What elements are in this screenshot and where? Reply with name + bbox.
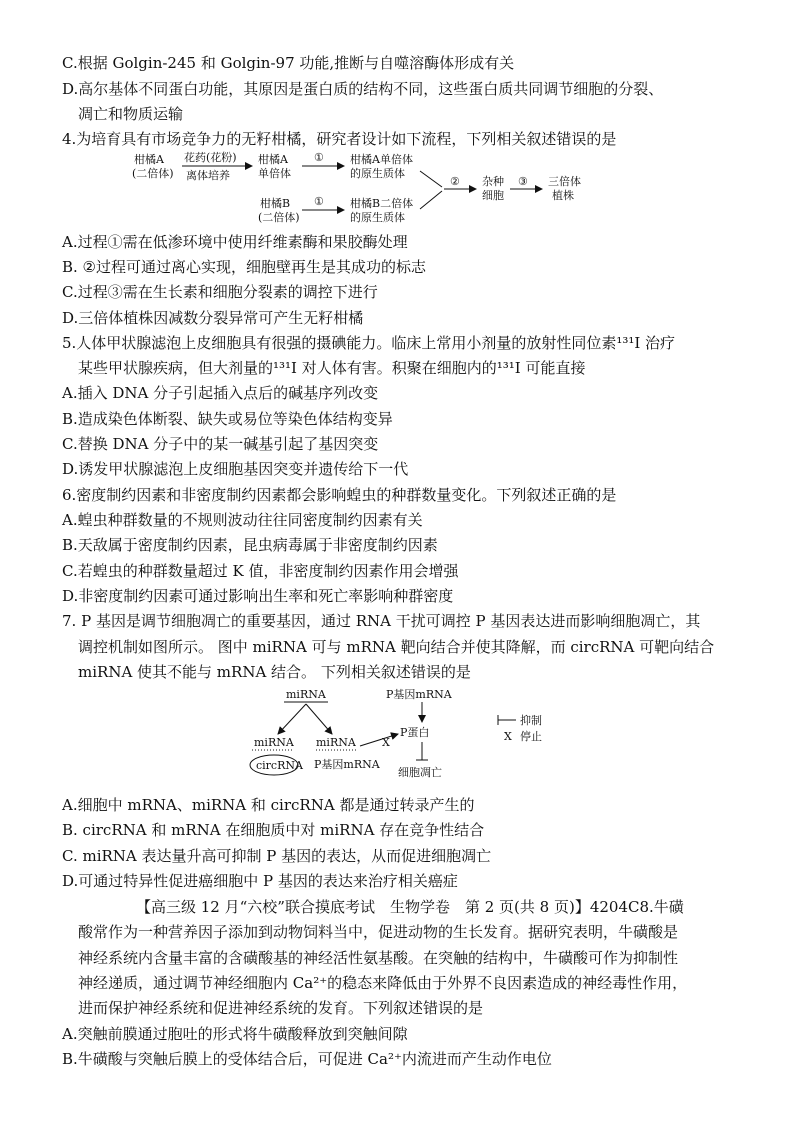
circrna-label: circRNA <box>256 759 303 772</box>
q6-option-b: B.天敌属于密度制约因素，昆虫病毒属于非密度制约因素 <box>62 536 438 554</box>
q7-option-a: A.细胞中 mRNA、miRNA 和 circRNA 都是通过转录产生的 <box>62 796 475 814</box>
q8-stem-line3: 神经递质，通过调节神经细胞内 Ca²⁺的稳态来降低由于外界不良因素造成的神经毒性作用， <box>78 974 688 992</box>
protoplast-a-label-2: 的原生质体 <box>350 167 405 180</box>
step-2-label: ② <box>450 175 460 188</box>
protoplast-b-label-2: 的原生质体 <box>350 211 405 224</box>
q5-option-a: A.插入 DNA 分子引起插入点后的碱基序列改变 <box>62 384 379 402</box>
q3-option-c: C.根据 Golgin-245 和 Golgin-97 功能,推断与自噬溶酶体形成有关 <box>62 54 515 72</box>
step-1-label: ① <box>314 151 324 164</box>
citrus-b-label: 柑橘B <box>260 197 291 210</box>
protoplast-a-label: 柑橘A单倍体 <box>350 153 413 166</box>
q8-stem-line4: 进而保护神经系统和促进神经系统的发育。下列叙述错误的是 <box>78 999 484 1017</box>
haploid-label: 柑橘A <box>258 153 288 166</box>
q5-stem-line2: 某些甲状腺疾病，但大剂量的¹³¹I 对人体有害。积聚在细胞内的¹³¹I 可能直接 <box>78 359 586 377</box>
citrus-flow-diagram <box>130 149 590 227</box>
q6-option-d: D.非密度制约因素可通过影响出生率和死亡率影响种群密度 <box>62 587 454 605</box>
q7-option-b: B. circRNA 和 mRNA 在细胞质中对 miRNA 存在竞争性结合 <box>62 821 485 839</box>
triploid-label-2: 植株 <box>552 189 574 202</box>
arrow-to-p-protein <box>360 734 398 746</box>
rna-regulation-diagram <box>248 684 558 780</box>
q7-option-d: D.可通过特异性促进癌细胞中 P 基因的表达来治疗相关癌症 <box>62 872 458 890</box>
legend-inhibit-label: 抑制 <box>520 714 542 727</box>
step-3-label: ③ <box>518 175 528 188</box>
citrus-a-label: 柑橘A <box>134 153 164 166</box>
citrus-a-ploidy: (二倍体) <box>132 167 174 180</box>
q4-option-c: C.过程③需在生长素和细胞分裂素的调控下进行 <box>62 283 378 301</box>
q7-stem-line2: 调控机制如图所示。 图中 miRNA 可与 mRNA 靶向结合并使其降解，而 circRNA 可靶向结合 <box>78 638 715 656</box>
q4-option-a: A.过程①需在低渗环境中使用纤维素酶和果胶酶处理 <box>62 233 408 251</box>
q7-stem-line1: 7. P 基因是调节细胞凋亡的重要基因，通过 RNA 干扰可调控 P 基因表达进而影响细胞凋亡，其 <box>62 612 701 630</box>
q7-stem-line3: miRNA 使其不能与 mRNA 结合。 下列相关叙述错误的是 <box>78 663 471 681</box>
q8-stem-line2: 神经系统内含量丰富的含磺酸基的神经活性氨基酸。在突触的结构中，牛磺酸可作为抑制性 <box>78 949 679 967</box>
triploid-label: 三倍体 <box>548 175 581 188</box>
mirna-left-label: miRNA <box>254 736 294 749</box>
q5-option-c: C.替换 DNA 分子中的某一碱基引起了基因突变 <box>62 435 379 453</box>
q5-option-d: D.诱发甲状腺滤泡上皮细胞基因突变并遗传给下一代 <box>62 460 409 478</box>
q6-stem: 6.密度制约因素和非密度制约因素都会影响蝗虫的种群数量变化。下列叙述正确的是 <box>62 486 617 504</box>
q7-option-c: C. miRNA 表达量升高可抑制 P 基因的表达，从而促进细胞凋亡 <box>62 847 492 865</box>
q3-option-d-line2: 凋亡和物质运输 <box>78 105 184 123</box>
q5-option-b: B.造成染色体断裂、缺失或易位等染色体结构变异 <box>62 410 393 428</box>
protoplast-b-label: 柑橘B二倍体 <box>350 197 414 210</box>
q8-option-a: A.突触前膜通过胞吐的形式将牛磺酸释放到突触间隙 <box>62 1025 408 1043</box>
mirna-top-label: miRNA <box>286 688 326 701</box>
culture-label: 离体培养 <box>186 169 230 182</box>
stop-x-mark: X <box>382 736 390 749</box>
citrus-b-ploidy: (二倍体) <box>258 211 300 224</box>
q4-stem: 4.为培育具有市场竞争力的无籽柑橘，研究者设计如下流程，下列相关叙述错误的是 <box>62 130 617 148</box>
mirna-mid-label: miRNA <box>316 736 356 749</box>
apoptosis-label: 细胞凋亡 <box>398 766 442 779</box>
p-mrna-top-label: P基因mRNA <box>386 688 452 701</box>
merge-line-bottom <box>420 191 442 209</box>
page-footer: 【高三级 12 月“六校”联合摸底考试 生物学卷 第 2 页(共 8 页)】4204C8.牛磺 <box>136 898 684 916</box>
q8-stem-line1: 酸常作为一种营养因子添加到动物饲料当中，促进动物的生长发育。据研究表明，牛磺酸是 <box>78 923 679 941</box>
p-protein-label: P蛋白 <box>400 726 430 739</box>
arrow-to-mrna <box>306 704 332 734</box>
legend-x-mark: X <box>504 730 512 743</box>
step-1-label-b: ① <box>314 195 324 208</box>
q6-option-c: C.若蝗虫的种群数量超过 K 值，非密度制约因素作用会增强 <box>62 562 459 580</box>
q6-option-a: A.蝗虫种群数量的不规则波动往往同密度制约因素有关 <box>62 511 423 529</box>
q3-option-d-line1: D.高尔基体不同蛋白功能，其原因是蛋白质的结构不同，这些蛋白质共同调节细胞的分裂、 <box>62 80 664 98</box>
hybrid-label-2: 细胞 <box>482 189 504 202</box>
haploid-label-2: 单倍体 <box>258 167 291 180</box>
q8-option-b: B.牛磺酸与突触后膜上的受体结合后，可促进 Ca²⁺内流进而产生动作电位 <box>62 1050 552 1068</box>
hybrid-label: 杂种 <box>482 175 504 188</box>
arrow-to-circrna <box>278 704 306 734</box>
pollen-label: 花药(花粉) <box>184 151 237 164</box>
p-mrna-bottom-label: P基因mRNA <box>314 758 380 771</box>
q4-option-d: D.三倍体植株因减数分裂异常可产生无籽柑橘 <box>62 309 364 327</box>
legend-stop-label: 停止 <box>520 730 542 743</box>
q5-stem-line1: 5.人体甲状腺滤泡上皮细胞具有很强的摄碘能力。临床上常用小剂量的放射性同位素¹³¹I 治疗 <box>62 334 676 352</box>
q4-option-b: B. ②过程可通过离心实现，细胞壁再生是其成功的标志 <box>62 258 427 276</box>
merge-line-top <box>420 171 442 187</box>
